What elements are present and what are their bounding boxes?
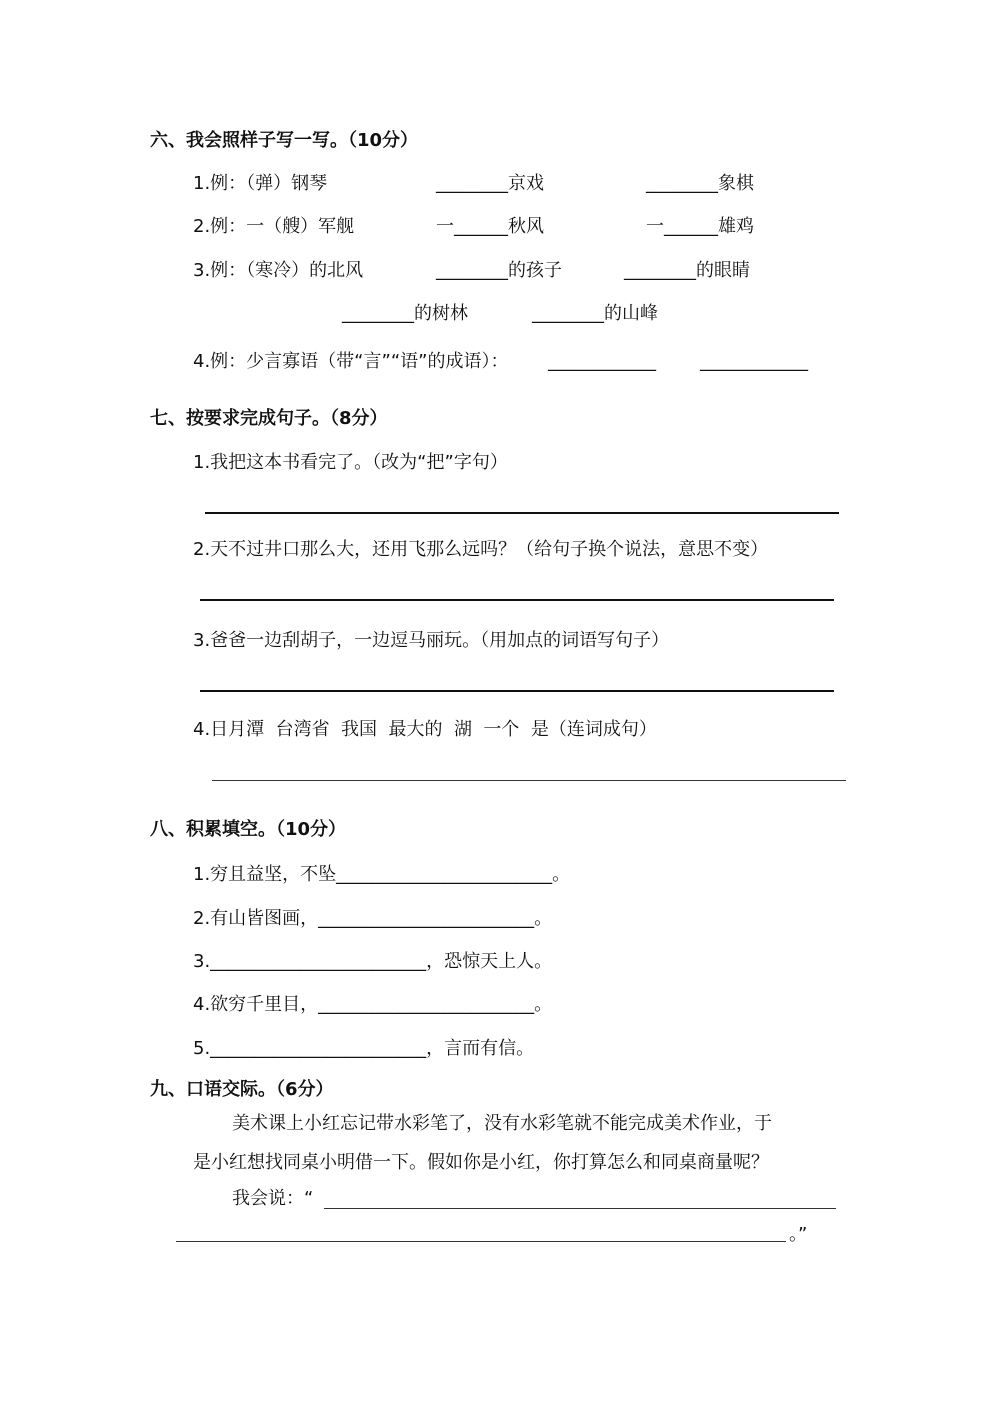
q6-2-blank-a[interactable]: 一______秋风 [436,216,544,237]
q6-1-blank-b[interactable]: ________象棋 [646,173,754,194]
q6-2-example: 2.例：一（艘）军舰 [193,216,355,237]
q9-answer-line-2[interactable] [176,1241,786,1242]
q6-1-example: 1.例：（弹）钢琴 [193,173,328,194]
q7-1-answer-line[interactable] [205,512,839,514]
q9-answer-close: 。” [789,1224,808,1245]
q8-3[interactable]: 3.________________________，恐惊天上人。 [193,951,553,972]
q6-4-example: 4.例：少言寡语（带“言”“语”的成语）： [193,351,509,372]
q8-5[interactable]: 5.________________________，言而有信。 [193,1038,535,1059]
q7-4-answer-line[interactable] [212,780,846,781]
q7-2-answer-line[interactable] [200,599,834,601]
q6-4-blank-a[interactable]: ____________ [548,351,656,372]
q6-3-blank-c[interactable]: ________的树林 [342,303,468,324]
q6-3-blank-d[interactable]: ________的山峰 [532,303,658,324]
q6-3-blank-a[interactable]: ________的孩子 [436,260,562,281]
q9-paragraph-line-2: 是小红想找同桌小明借一下。假如你是小红，你打算怎么和同桌商量呢？ [193,1152,769,1173]
section-6-title: 六、我会照样子写一写。（10分） [150,130,419,151]
q6-3-example: 3.例：（寒冷）的北风 [193,260,364,281]
q8-4[interactable]: 4.欲穷千里目，________________________。 [193,994,553,1015]
q7-2-prompt: 2.天不过井口那么大，还用飞那么远吗？（给句子换个说法，意思不变） [193,539,769,560]
q6-3-blank-b[interactable]: ________的眼睛 [624,260,750,281]
q9-answer-line-1[interactable] [324,1208,836,1209]
q7-1-prompt: 1.我把这本书看完了。（改为“把”字句） [193,452,508,473]
q8-1[interactable]: 1.穷且益坚，不坠________________________。 [193,864,571,885]
q9-paragraph-line-1: 美术课上小红忘记带水彩笔了，没有水彩笔就不能完成美术作业，于 [232,1113,772,1134]
section-7-title: 七、按要求完成句子。（8分） [150,408,388,429]
q7-4-prompt: 4.日月潭 台湾省 我国 最大的 湖 一个 是（连词成句） [193,719,657,740]
q9-answer-lead: 我会说：“ [232,1188,314,1209]
q6-1-blank-a[interactable]: ________京戏 [436,173,544,194]
q6-4-blank-b[interactable]: ____________ [700,351,808,372]
q8-2[interactable]: 2.有山皆图画，________________________。 [193,908,553,929]
section-9-title: 九、口语交际。（6分） [150,1079,334,1100]
section-8-title: 八、积累填空。（10分） [150,819,347,840]
q6-2-blank-b[interactable]: 一______雄鸡 [646,216,754,237]
q7-3-answer-line[interactable] [200,690,834,692]
q7-3-prompt: 3.爸爸一边刮胡子，一边逗马丽玩。（用加点的词语写句子） [193,630,670,651]
